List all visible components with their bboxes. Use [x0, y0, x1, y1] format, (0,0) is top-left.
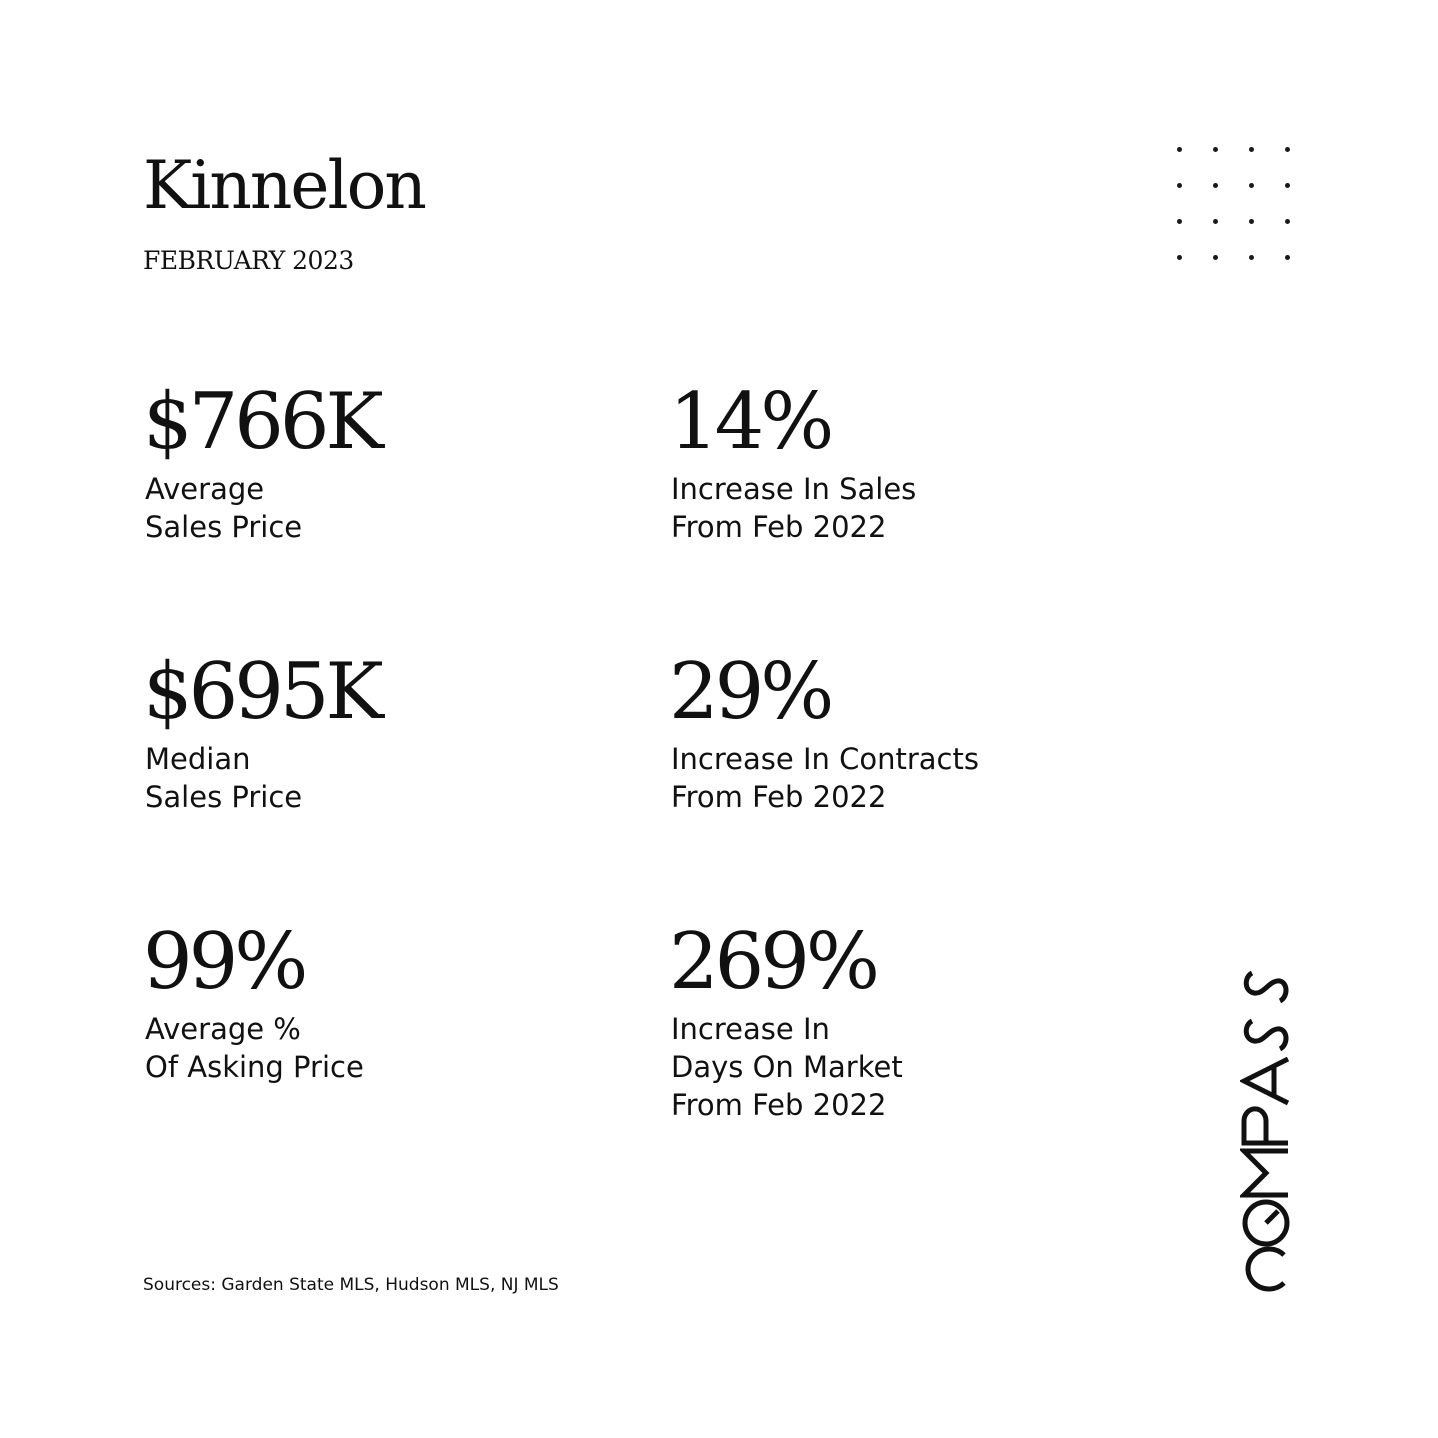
stat-label	[671, 1010, 903, 1124]
stat-label	[671, 470, 916, 546]
dot-grid-icon	[1172, 142, 1298, 268]
stat-value: $695K	[143, 647, 380, 737]
compass-logo	[1240, 955, 1292, 1295]
stat-label-line: Increase In	[671, 1012, 830, 1046]
stat-label-line: Average	[145, 472, 265, 506]
stat-label-line: Sales Price	[145, 780, 303, 814]
stat-label-line: Days On Market	[671, 1050, 903, 1084]
stat-value: 29%	[669, 647, 831, 737]
stat-value: 14%	[669, 377, 831, 467]
stat-average-percent-of-asking	[143, 917, 364, 1086]
stat-label-line: From Feb 2022	[671, 1088, 887, 1122]
stat-increase-in-sales	[669, 377, 917, 546]
stat-label-line: Average %	[145, 1012, 301, 1046]
stat-value: 99%	[143, 917, 305, 1007]
stat-average-sales-price	[143, 377, 380, 546]
stat-label-line: Increase In Sales	[671, 472, 917, 506]
stat-increase-in-contracts	[669, 647, 979, 816]
stat-label-line: Sales Price	[145, 510, 303, 544]
stat-label-line: Increase In Contracts	[671, 742, 979, 776]
sources-footnote: Sources: Garden State MLS, Hudson MLS, NJ MLS	[143, 1275, 559, 1295]
report-date: FEBRUARY 2023	[143, 246, 354, 275]
stat-label	[145, 1010, 364, 1086]
stat-value: 269%	[669, 917, 876, 1007]
stat-label-line: From Feb 2022	[671, 780, 887, 814]
stat-value: $766K	[143, 377, 380, 467]
stat-label	[671, 740, 979, 816]
stat-label-line: Of Asking Price	[145, 1050, 364, 1084]
page-title: Kinnelon	[143, 147, 425, 224]
stat-label-line: From Feb 2022	[671, 510, 887, 544]
stat-increase-in-days-on-market	[669, 917, 903, 1124]
stat-label	[145, 740, 380, 816]
stat-label	[145, 470, 380, 546]
stat-median-sales-price	[143, 647, 380, 816]
stat-label-line: Median	[145, 742, 251, 776]
